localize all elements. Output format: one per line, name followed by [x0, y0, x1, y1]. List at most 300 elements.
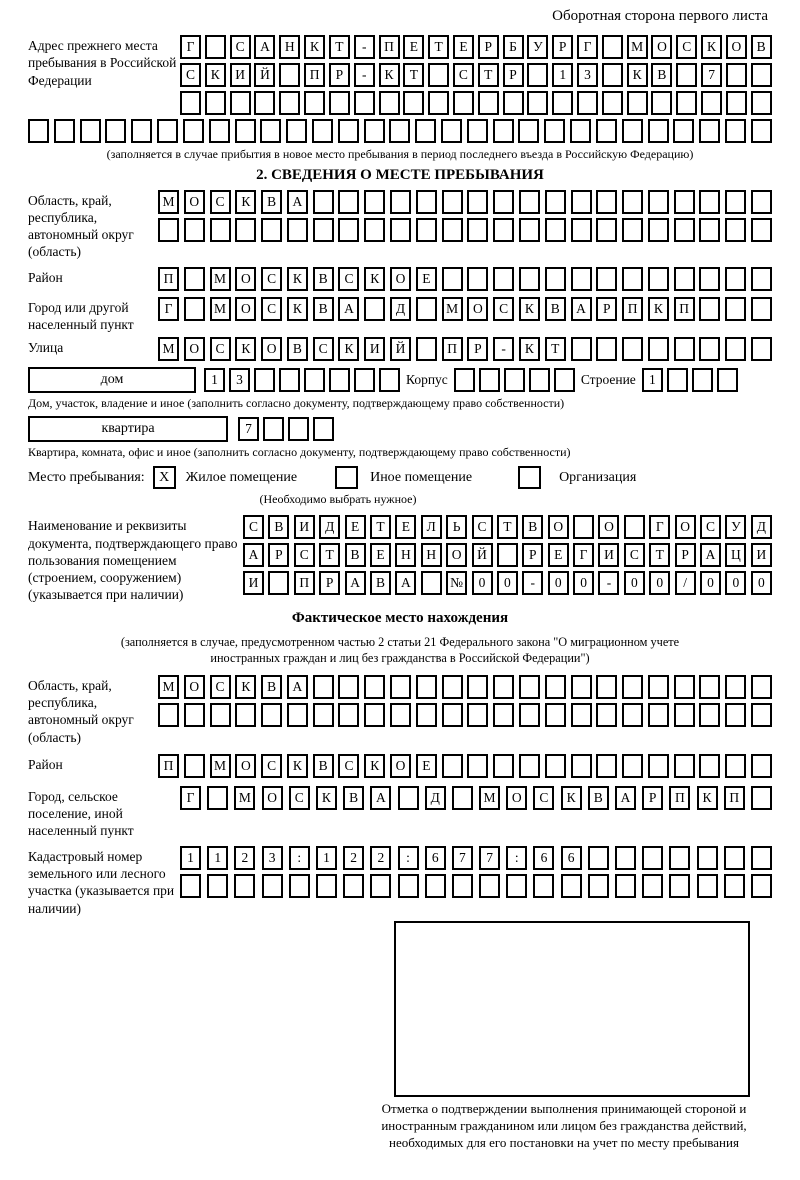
char-cell: А — [243, 543, 264, 567]
char-cell — [725, 267, 746, 291]
char-cell — [390, 703, 411, 727]
char-cell — [699, 190, 720, 214]
char-cell — [428, 91, 449, 115]
char-cell — [699, 754, 720, 778]
stay-type-label: Место пребывания: — [28, 469, 145, 485]
char-cell — [268, 571, 289, 595]
char-cell: О — [235, 267, 256, 291]
house-type-box: дом — [28, 367, 196, 393]
cadastre-row-1 — [180, 846, 772, 870]
house-number-row — [204, 368, 400, 392]
char-cell — [279, 368, 300, 392]
prev-address-row-4 — [28, 119, 772, 143]
char-cell — [602, 63, 623, 87]
char-cell — [674, 190, 695, 214]
char-cell: 0 — [751, 571, 772, 595]
char-cell: К — [235, 675, 256, 699]
char-cell — [674, 218, 695, 242]
char-cell — [519, 190, 540, 214]
char-cell — [184, 754, 205, 778]
char-cell: М — [158, 337, 179, 361]
char-cell: № — [446, 571, 467, 595]
char-cell — [627, 91, 648, 115]
document-row-3 — [243, 571, 772, 595]
char-cell: Д — [751, 515, 772, 539]
document-label: Наименование и реквизиты документа, подтверждающего право пользования помещением (строением, сооружением) (указывается при наличии) — [28, 518, 238, 603]
char-cell — [519, 675, 540, 699]
char-cell — [596, 218, 617, 242]
fact-city-label: Город, сельское поселение, иной населенный пункт — [28, 788, 134, 839]
stay-option-other-label: Иное помещение — [370, 469, 473, 485]
stay-type-note: (Необходимо выбрать нужное) — [259, 492, 417, 507]
char-cell — [545, 267, 566, 291]
prev-address-row-3 — [180, 91, 772, 115]
char-cell — [442, 190, 463, 214]
char-cell — [289, 874, 310, 898]
char-cell — [527, 63, 548, 87]
char-cell — [622, 190, 643, 214]
char-cell: С — [624, 543, 645, 567]
prev-address-block — [28, 35, 772, 163]
house-caption: Дом, участок, владение и иное (заполнить согласно документу, подтверждающему право собственности) — [28, 396, 565, 411]
char-cell: Т — [649, 543, 670, 567]
char-cell — [622, 267, 643, 291]
char-cell: 1 — [207, 846, 228, 870]
char-cell — [364, 218, 385, 242]
char-cell — [596, 190, 617, 214]
char-cell: 1 — [316, 846, 337, 870]
char-cell: С — [313, 337, 334, 361]
char-cell — [235, 119, 256, 143]
fact-district-block — [28, 754, 772, 778]
char-cell — [452, 786, 473, 810]
char-cell — [751, 703, 772, 727]
fact-district-label: Район — [28, 756, 63, 772]
char-cell: Н — [279, 35, 300, 59]
char-cell: В — [313, 267, 334, 291]
char-cell — [338, 218, 359, 242]
char-cell: И — [243, 571, 264, 595]
char-cell — [552, 91, 573, 115]
char-cell — [234, 874, 255, 898]
region-block — [28, 190, 772, 261]
char-cell: Е — [548, 543, 569, 567]
char-cell — [699, 337, 720, 361]
char-cell — [725, 218, 746, 242]
char-cell: Т — [497, 515, 518, 539]
char-cell — [622, 119, 643, 143]
char-cell — [338, 119, 359, 143]
char-cell: Ь — [446, 515, 467, 539]
char-cell: О — [675, 515, 696, 539]
char-cell: В — [313, 297, 334, 321]
char-cell: О — [235, 754, 256, 778]
char-cell: П — [379, 35, 400, 59]
char-cell: И — [364, 337, 385, 361]
char-cell — [416, 218, 437, 242]
char-cell: 7 — [479, 846, 500, 870]
char-cell — [602, 35, 623, 59]
char-cell — [545, 218, 566, 242]
char-cell — [699, 218, 720, 242]
char-cell: П — [158, 267, 179, 291]
char-cell — [453, 91, 474, 115]
char-cell — [54, 119, 75, 143]
stay-option-residential-label: Жилое помещение — [185, 469, 298, 485]
char-cell: 3 — [577, 63, 598, 87]
char-cell — [751, 874, 772, 898]
char-cell — [467, 190, 488, 214]
char-cell — [389, 119, 410, 143]
char-cell — [692, 368, 713, 392]
char-cell — [622, 337, 643, 361]
char-cell — [622, 675, 643, 699]
char-cell — [354, 91, 375, 115]
char-cell: К — [701, 35, 722, 59]
char-cell — [442, 218, 463, 242]
char-cell: К — [364, 267, 385, 291]
char-cell — [235, 703, 256, 727]
char-cell — [493, 119, 514, 143]
char-cell — [416, 337, 437, 361]
char-cell — [235, 218, 256, 242]
char-cell — [316, 874, 337, 898]
char-cell — [648, 267, 669, 291]
char-cell: В — [370, 571, 391, 595]
char-cell — [467, 675, 488, 699]
char-cell: Р — [319, 571, 340, 595]
char-cell — [416, 675, 437, 699]
char-cell — [651, 91, 672, 115]
char-cell: К — [287, 267, 308, 291]
char-cell: - — [354, 35, 375, 59]
char-cell: Е — [345, 515, 366, 539]
char-cell — [364, 190, 385, 214]
char-cell: 7 — [238, 417, 259, 441]
char-cell: В — [287, 337, 308, 361]
char-cell — [287, 218, 308, 242]
char-cell: - — [493, 337, 514, 361]
char-cell: К — [235, 190, 256, 214]
char-cell: Р — [467, 337, 488, 361]
char-cell: Р — [596, 297, 617, 321]
char-cell — [518, 119, 539, 143]
fact-city-row — [180, 786, 772, 810]
char-cell: К — [379, 63, 400, 87]
char-cell — [699, 703, 720, 727]
char-cell: 7 — [452, 846, 473, 870]
char-cell — [648, 218, 669, 242]
char-cell: 3 — [229, 368, 250, 392]
char-cell — [725, 297, 746, 321]
fact-region-label: Область, край, республика, автономный округ (область) — [28, 677, 134, 745]
char-cell: 2 — [234, 846, 255, 870]
char-cell: Н — [395, 543, 416, 567]
char-cell: Р — [552, 35, 573, 59]
district-row — [158, 267, 772, 291]
char-cell: П — [674, 297, 695, 321]
char-cell — [398, 786, 419, 810]
char-cell — [479, 368, 500, 392]
char-cell — [260, 119, 281, 143]
char-cell: О — [261, 337, 282, 361]
char-cell: М — [158, 675, 179, 699]
char-cell: Й — [472, 543, 493, 567]
char-cell: В — [313, 754, 334, 778]
char-cell — [230, 91, 251, 115]
char-cell — [261, 703, 282, 727]
char-cell — [416, 703, 437, 727]
char-cell — [751, 218, 772, 242]
char-cell — [751, 91, 772, 115]
char-cell: С — [493, 297, 514, 321]
char-cell: С — [676, 35, 697, 59]
char-cell: О — [598, 515, 619, 539]
char-cell — [421, 571, 442, 595]
char-cell: Т — [319, 543, 340, 567]
char-cell — [571, 754, 592, 778]
char-cell — [571, 675, 592, 699]
char-cell — [674, 703, 695, 727]
confirmation-mark-box — [394, 921, 750, 1097]
char-cell — [183, 119, 204, 143]
stroenie-row — [642, 368, 738, 392]
char-cell — [519, 267, 540, 291]
char-cell: О — [548, 515, 569, 539]
char-cell — [467, 754, 488, 778]
char-cell: Д — [319, 515, 340, 539]
char-cell: 2 — [370, 846, 391, 870]
fact-location-title: Фактическое место нахождения — [291, 609, 509, 626]
char-cell: С — [261, 297, 282, 321]
char-cell — [669, 874, 690, 898]
char-cell — [751, 846, 772, 870]
char-cell — [390, 218, 411, 242]
char-cell: Р — [329, 63, 350, 87]
char-cell — [279, 63, 300, 87]
char-cell: К — [697, 786, 718, 810]
document-block — [28, 515, 772, 603]
house-block — [28, 367, 772, 393]
char-cell — [674, 267, 695, 291]
fact-region-block — [28, 675, 772, 746]
char-cell — [442, 267, 463, 291]
char-cell — [210, 218, 231, 242]
char-cell: К — [287, 754, 308, 778]
char-cell — [669, 846, 690, 870]
char-cell: Г — [577, 35, 598, 59]
char-cell: К — [627, 63, 648, 87]
char-cell — [725, 754, 746, 778]
char-cell — [622, 754, 643, 778]
char-cell — [205, 91, 226, 115]
char-cell: Г — [649, 515, 670, 539]
char-cell: С — [338, 754, 359, 778]
char-cell — [577, 91, 598, 115]
char-cell — [724, 846, 745, 870]
char-cell — [673, 119, 694, 143]
char-cell: В — [751, 35, 772, 59]
apartment-caption: Квартира, комната, офис и иное (заполнить согласно документу, подтверждающему право собственности) — [28, 444, 571, 459]
char-cell — [648, 703, 669, 727]
char-cell: В — [588, 786, 609, 810]
char-cell — [313, 218, 334, 242]
char-cell: С — [210, 190, 231, 214]
char-cell — [674, 754, 695, 778]
char-cell: К — [338, 337, 359, 361]
char-cell — [205, 35, 226, 59]
char-cell — [313, 417, 334, 441]
char-cell: О — [446, 543, 467, 567]
char-cell: М — [210, 267, 231, 291]
char-cell — [725, 337, 746, 361]
char-cell: О — [184, 190, 205, 214]
char-cell: В — [343, 786, 364, 810]
char-cell — [184, 297, 205, 321]
char-cell: М — [442, 297, 463, 321]
char-cell: К — [561, 786, 582, 810]
char-cell: С — [338, 267, 359, 291]
char-cell — [648, 675, 669, 699]
char-cell: У — [527, 35, 548, 59]
char-cell: - — [598, 571, 619, 595]
char-cell: А — [395, 571, 416, 595]
char-cell: 0 — [700, 571, 721, 595]
char-cell: В — [345, 543, 366, 567]
char-cell: Г — [573, 543, 594, 567]
char-cell — [570, 119, 591, 143]
char-cell: : — [398, 846, 419, 870]
char-cell — [180, 874, 201, 898]
char-cell: С — [210, 675, 231, 699]
char-cell: Е — [416, 754, 437, 778]
char-cell — [751, 754, 772, 778]
char-cell: С — [533, 786, 554, 810]
char-cell: Т — [370, 515, 391, 539]
char-cell — [354, 368, 375, 392]
char-cell — [725, 190, 746, 214]
char-cell — [364, 675, 385, 699]
char-cell — [596, 675, 617, 699]
char-cell — [497, 543, 518, 567]
char-cell: Д — [390, 297, 411, 321]
char-cell — [263, 417, 284, 441]
char-cell — [596, 754, 617, 778]
confirmation-mark-caption: Отметка о подтверждении выполнения принимающей стороной и иностранным гражданином или лицом без гражданства действий, необходимых для его постановки на учет по месту пребывания — [381, 1100, 747, 1150]
char-cell — [717, 368, 738, 392]
char-cell — [454, 368, 475, 392]
char-cell — [209, 119, 230, 143]
stay-type-block — [28, 466, 772, 489]
char-cell: К — [235, 337, 256, 361]
char-cell — [697, 874, 718, 898]
char-cell: К — [304, 35, 325, 59]
char-cell: А — [338, 297, 359, 321]
char-cell: О — [390, 267, 411, 291]
char-cell — [313, 190, 334, 214]
char-cell: : — [506, 846, 527, 870]
char-cell: К — [287, 297, 308, 321]
char-cell: П — [158, 754, 179, 778]
char-cell — [667, 368, 688, 392]
char-cell — [726, 91, 747, 115]
char-cell — [701, 91, 722, 115]
char-cell: К — [205, 63, 226, 87]
char-cell — [415, 119, 436, 143]
char-cell: О — [262, 786, 283, 810]
char-cell: В — [261, 675, 282, 699]
char-cell — [588, 846, 609, 870]
char-cell: Т — [329, 35, 350, 59]
char-cell: - — [354, 63, 375, 87]
char-cell — [262, 874, 283, 898]
cadastre-block — [28, 846, 772, 917]
char-cell: 7 — [701, 63, 722, 87]
char-cell — [545, 675, 566, 699]
char-cell — [648, 754, 669, 778]
char-cell — [602, 91, 623, 115]
char-cell — [615, 874, 636, 898]
char-cell — [379, 368, 400, 392]
char-cell — [493, 754, 514, 778]
char-cell — [207, 786, 228, 810]
document-row-2 — [243, 543, 772, 567]
char-cell: А — [615, 786, 636, 810]
char-cell: И — [230, 63, 251, 87]
char-cell — [442, 703, 463, 727]
char-cell — [676, 63, 697, 87]
char-cell: С — [230, 35, 251, 59]
city-row — [158, 297, 772, 321]
char-cell — [261, 218, 282, 242]
char-cell — [452, 874, 473, 898]
street-block — [28, 337, 772, 361]
char-cell: К — [648, 297, 669, 321]
char-cell — [313, 703, 334, 727]
char-cell: М — [210, 297, 231, 321]
char-cell — [676, 91, 697, 115]
char-cell — [105, 119, 126, 143]
char-cell: Р — [478, 35, 499, 59]
char-cell: Т — [403, 63, 424, 87]
char-cell: 0 — [472, 571, 493, 595]
char-cell — [615, 846, 636, 870]
char-cell: П — [294, 571, 315, 595]
char-cell — [751, 297, 772, 321]
char-cell — [478, 91, 499, 115]
region-row-2 — [158, 218, 772, 242]
char-cell: 6 — [533, 846, 554, 870]
char-cell — [571, 218, 592, 242]
char-cell: М — [479, 786, 500, 810]
section2-title: 2. СВЕДЕНИЯ О МЕСТЕ ПРЕБЫВАНИЯ — [256, 166, 544, 183]
char-cell — [725, 119, 746, 143]
char-cell — [503, 91, 524, 115]
district-block — [28, 267, 772, 291]
char-cell: О — [184, 675, 205, 699]
char-cell — [287, 703, 308, 727]
char-cell: / — [675, 571, 696, 595]
char-cell: Е — [416, 267, 437, 291]
char-cell — [724, 874, 745, 898]
char-cell — [254, 91, 275, 115]
char-cell — [338, 675, 359, 699]
char-cell — [180, 91, 201, 115]
char-cell — [279, 91, 300, 115]
prev-address-caption: (заполняется в случае прибытия в новое место пребывания в период последнего въезда в Российскую Федерацию) — [106, 147, 694, 161]
char-cell — [504, 368, 525, 392]
char-cell: : — [289, 846, 310, 870]
